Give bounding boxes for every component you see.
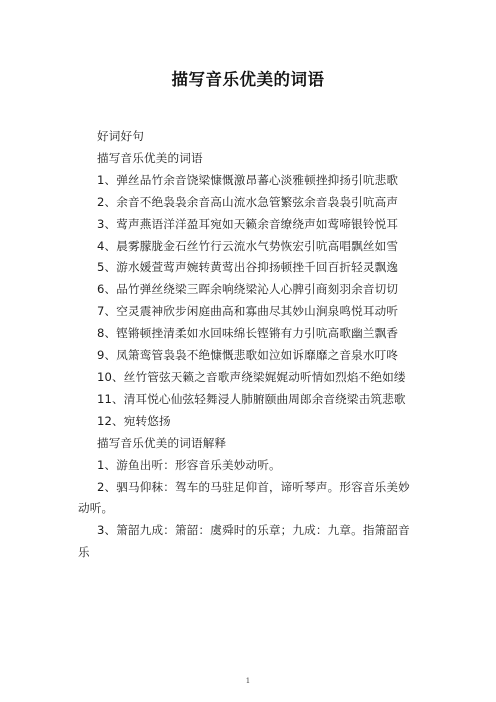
list-item: 9、凤箫鸾管袅袅不绝慷慨悲歌如泣如诉靡靡之音泉水叮咚 [97, 348, 399, 363]
section-heading: 描写音乐优美的词语解释 [97, 435, 227, 450]
list-item: 1、弹丝品竹余音饶梁慷慨激昂蕃心淡雅顿挫抑扬引吭悲歌 [97, 172, 399, 187]
paragraph: 好词好句 [97, 129, 144, 143]
document-body [78, 126, 421, 564]
list-item: 2、余音不绝袅袅余音高山流水急管繁弦余音袅袅引吭高声 [97, 194, 399, 209]
document-title: 描写音乐优美的词语 [171, 70, 325, 89]
list-item: 7、空灵震神欣步闲庭曲高和寡曲尽其妙山涧泉鸣悦耳动听 [97, 304, 399, 319]
list-item: 3、莺声燕语洋洋盈耳宛如天籁余音缭绕声如莺啼银铃悦耳 [97, 216, 399, 231]
list-item: 11、清耳悦心仙弦轻舞浸人肺腑颐曲周郎余音绕梁击筑悲歌 [97, 391, 406, 406]
page-number: 1 [245, 677, 251, 685]
list-item: 4、晨雾朦胧金石丝竹行云流水气势恢宏引吭高唱飘丝如雪 [97, 238, 399, 253]
list-item: 10、丝竹管弦天籁之音歌声绕梁娓娓动听情如烈焰不绝如缕 [97, 369, 406, 384]
list-item: 5、游水媛萱莺声婉转黄莺出谷抑扬顿挫千回百折轻灵飘逸 [97, 260, 399, 275]
list-item: 8、铿锵顿挫清柔如水回味绵长铿锵有力引吭高歌幽兰飘香 [97, 326, 399, 341]
list-item: 6、品竹弹丝绕梁三晖余响绕梁沁人心脾引商刻羽余音切切 [97, 282, 399, 297]
list-item: 12、宛转悠扬 [97, 413, 171, 428]
list-item: 1、游鱼出听：形容音乐美妙动听。 [97, 457, 281, 472]
paragraph: 描写音乐优美的词语 [97, 150, 203, 165]
list-item: 3、箫韶九成：箫韶：虞舜时的乐章；九成：九章。指箫韶音乐 [78, 523, 410, 560]
list-item: 2、驷马仰秣：驾车的马驻足仰首，谛听琴声。形容音乐美妙动听。 [78, 479, 410, 516]
